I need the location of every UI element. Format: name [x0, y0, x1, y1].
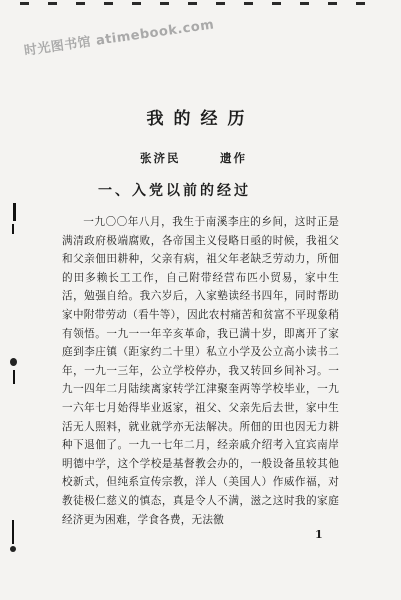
margin-mark	[12, 520, 14, 544]
body-paragraph: 一九〇〇年八月，我生于南溪李庄的乡间，这时正是满清政府极端腐败，各帝国主义侵略日亟的时候，我祖父和父亲佃田耕种，父亲有病，祖父年老缺乏劳动力，所佃的田多赖长工工作，自己附带经营布匹小贸易，家中生活，勉强自给。我六岁后，入家塾读经书四年，同时帮助家中附带劳动（看牛等），因此农村痛苦和贫富不平现象稍有领悟。一九一一年辛亥革命，我已满十岁，即离开了家庭到李庄镇（距家约二十里）私立小学及公立高小读书二年，一九一三年，公立学校停办，我又转回乡间补习。一九一四年二月陆续离家转学江津聚奎两等学校毕业，一九一六年七月始得毕业返家，祖父、父亲先后去世，家中生活无人照料，就业就学亦无法解决。所佃的田也因无力耕种下退佃了。一九一七年二月，经亲戚介绍考入宜宾南岸明德中学，这个学校是基督教会办的，一般设备虽较其他校新式，但纯系宣传宗教，洋人（美国人）作威作福，对教徒极仁慈义的慎态，真是令人不满，滋之这时我的家庭经济更为困难，学食各费，无法徼	[62, 216, 339, 526]
page-number: 1	[315, 528, 323, 541]
margin-mark	[10, 546, 16, 552]
chapter-title: 我的经历	[146, 109, 255, 129]
section-heading: 一、入党以前的经过	[98, 183, 251, 199]
scan-top-edge	[0, 0, 401, 6]
margin-mark	[13, 203, 16, 221]
watermark: 时光图书馆 atimebook.com	[23, 17, 216, 59]
margin-mark	[12, 224, 14, 234]
author-name: 张济民	[140, 151, 181, 165]
author-note: 遗作	[220, 151, 247, 165]
margin-mark	[13, 370, 15, 384]
margin-mark	[10, 358, 17, 366]
